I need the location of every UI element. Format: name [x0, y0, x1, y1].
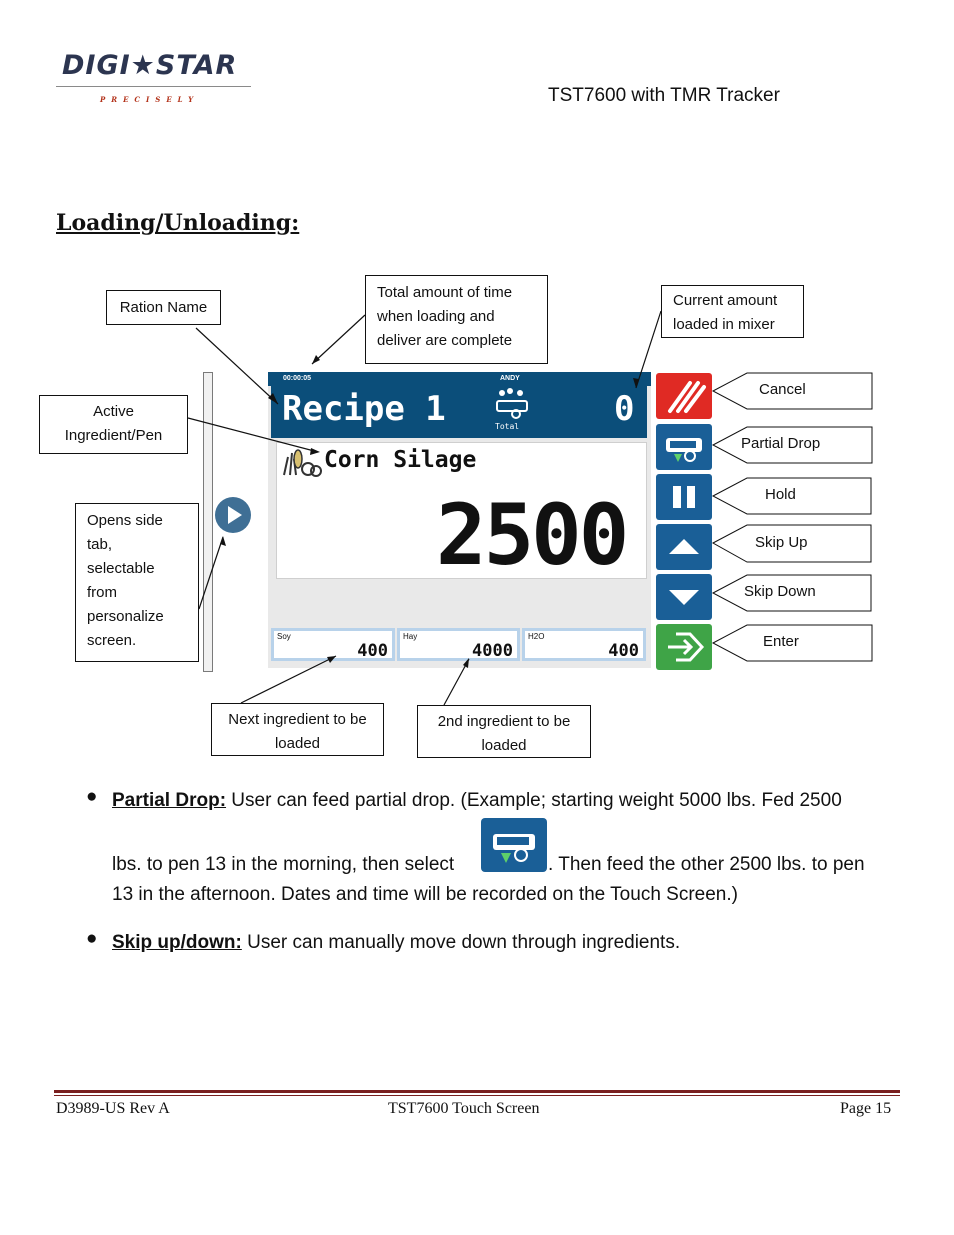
bullet-marker: ● — [86, 786, 98, 807]
callout-next-ingredient: Next ingredient to be loaded — [211, 703, 384, 756]
callout-ration-name: Ration Name — [106, 290, 221, 325]
timer: 00:00:05 — [283, 375, 312, 382]
partial-drop-label: Partial Drop — [741, 435, 821, 452]
hold-label: Hold — [765, 486, 796, 503]
recipe-name: Recipe 1 — [282, 389, 446, 429]
skip-up-label: Skip Up — [755, 534, 808, 551]
cancel-label: Cancel — [759, 381, 806, 398]
partial-drop-icon — [481, 818, 547, 872]
footer-rule-thin — [54, 1095, 900, 1096]
callout-active-ingredient: Active Ingredient/Pen — [39, 395, 188, 454]
next-ingredient-value: 400 — [608, 641, 639, 661]
enter-label: Enter — [763, 633, 799, 650]
bullet-marker: ● — [86, 928, 98, 949]
total-label: Total — [495, 422, 520, 431]
digistar-logo: DIGI★STAR — [62, 50, 238, 81]
ingredient-name: Corn Silage — [324, 447, 477, 473]
skip-term: Skip up/down: — [112, 932, 242, 953]
total-value: 0 — [614, 389, 635, 429]
user-name: ANDY — [500, 375, 520, 382]
callout-current-amount: Current amount loaded in mixer — [661, 285, 804, 338]
next-ingredient-label: Hay — [403, 632, 418, 641]
partial-drop-inline-icon — [481, 818, 547, 872]
partial-drop-line-3: 13 in the afternoon. Dates and time will be recorded on the Touch Screen.) — [112, 884, 738, 905]
next-ingredient-label: Soy — [277, 632, 291, 641]
partial-drop-line-2: lbs. to pen 13 in the morning, then select — [112, 854, 455, 875]
document-title: TST7600 with TMR Tracker — [548, 85, 780, 106]
callout-side-tab: Opens side tab, selectable from personalize screen. — [75, 503, 199, 662]
partial-drop-line-2b: . Then feed the other 2500 lbs. to pen — [548, 854, 865, 875]
next-ingredient-value: 400 — [357, 641, 388, 661]
footer-doc-title: TST7600 Touch Screen — [388, 1100, 540, 1117]
skip-down-label: Skip Down — [744, 583, 816, 600]
partial-drop-line-1: Partial Drop: User can feed partial drop. (Example; starting weight 5000 lbs. Fed 2500 — [112, 790, 842, 811]
logo-tagline: PRECISELY — [100, 95, 200, 104]
footer-rule — [54, 1090, 900, 1093]
current-weight: 2500 — [436, 486, 627, 584]
callout-total-time: Total amount of time when loading and deliver are complete — [365, 275, 548, 364]
footer-doc-number: D3989-US Rev A — [56, 1100, 170, 1117]
section-title: Loading/Unloading: — [56, 210, 300, 236]
next-ingredient-value: 4000 — [472, 641, 513, 661]
callout-second-ingredient: 2nd ingredient to be loaded — [417, 705, 591, 758]
skip-line: Skip up/down: User can manually move down through ingredients. — [112, 932, 681, 953]
footer-page-number: Page 15 — [840, 1100, 892, 1117]
next-ingredient-label: H2O — [528, 632, 545, 641]
partial-drop-term: Partial Drop: — [112, 790, 227, 811]
